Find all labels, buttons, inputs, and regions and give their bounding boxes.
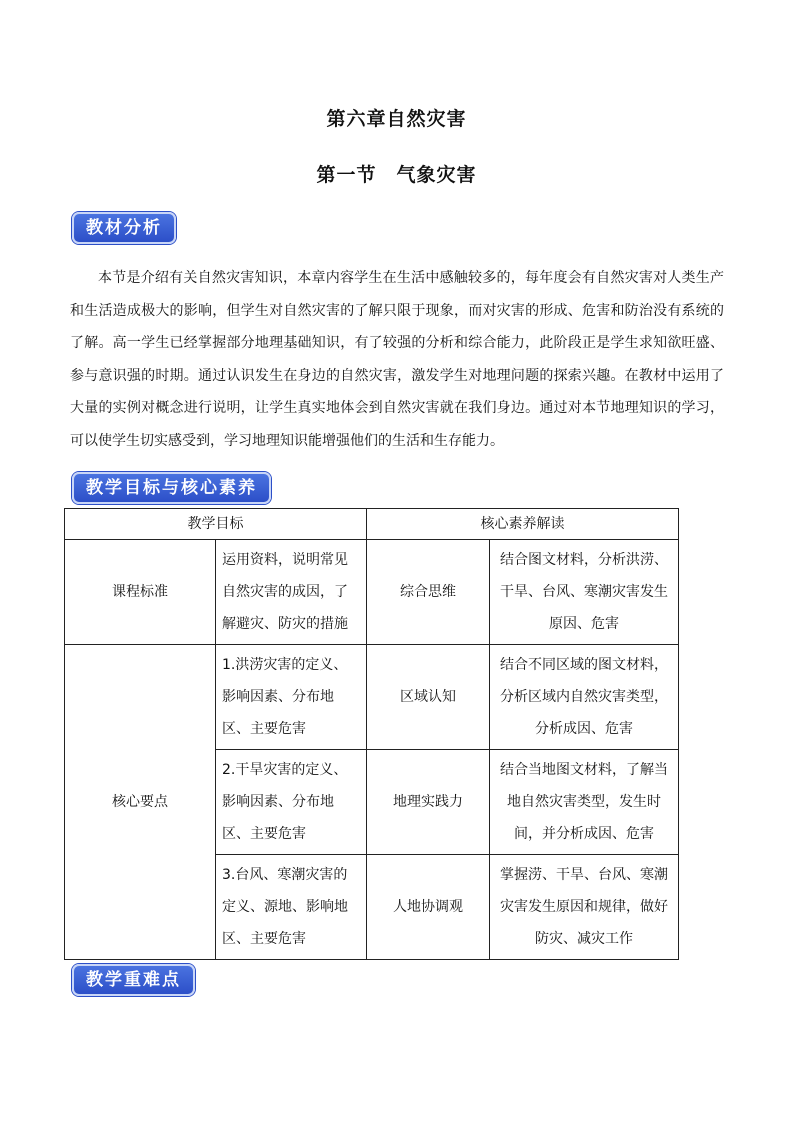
col-header-goals: 教学目标 [65,509,367,540]
table-row [65,540,679,645]
interpretation-cell: 结合不同区域的图文材料，分析区域内自然灾害类型，分析成因、危害 [490,645,679,750]
interpretation-cell: 结合当地图文材料，了解当地自然灾害类型，发生时间，并分析成因、危害 [490,750,679,855]
goal-cell: 2.干旱灾害的定义、影响因素、分布地区、主要危害 [216,750,367,855]
section-title: 第一节 气象灾害 [316,164,477,186]
table-row [65,645,679,750]
section-header-goals: 教学目标与核心素养 [72,472,271,504]
literacy-cell: 综合思维 [367,540,490,645]
literacy-cell: 地理实践力 [367,750,490,855]
goals-table [64,508,679,960]
row-label-standard: 课程标准 [65,540,216,645]
section-header-difficulties: 教学重难点 [72,964,195,996]
row-label-core: 核心要点 [65,645,216,960]
chapter-title: 第六章自然灾害 [326,108,467,130]
literacy-cell: 人地协调观 [367,855,490,960]
analysis-paragraph: 本节是介绍有关自然灾害知识，本章内容学生在生活中感触较多的，每年度会有自然灾害对人类生产和生活造成极大的影响，但学生对自然灾害的了解只限于现象，而对灾害的形成、危害和防治没有系统的了解。高一学生已经掌握部分地理基础知识，有了较强的分析和综合能力，此阶段正是学生求知欲旺盛、参与意识强的时期。通过认识发生在身边的自然灾害，激发学生对地理问题的探索兴趣。在教材中运用了大量的实例对概念进行说明，让学生真实地体会到自然灾害就在我们身边。通过对本节地理知识的学习，可以使学生切实感受到，学习地理知识能增强他们的生活和生存能力。 [70,270,724,449]
col-header-literacy: 核心素养解读 [367,509,679,540]
interpretation-cell: 结合图文材料，分析洪涝、干旱、台风、寒潮灾害发生原因、危害 [490,540,679,645]
goal-cell: 3.台风、寒潮灾害的定义、源地、影响地区、主要危害 [216,855,367,960]
table-header-row [65,509,679,540]
interpretation-cell: 掌握涝、干旱、台风、寒潮灾害发生原因和规律，做好防灾、减灾工作 [490,855,679,960]
literacy-cell: 区域认知 [367,645,490,750]
goal-cell: 1.洪涝灾害的定义、影响因素、分布地区、主要危害 [216,645,367,750]
section-header-analysis: 教材分析 [72,212,176,244]
goal-cell: 运用资料，说明常见自然灾害的成因，了解避灾、防灾的措施 [216,540,367,645]
